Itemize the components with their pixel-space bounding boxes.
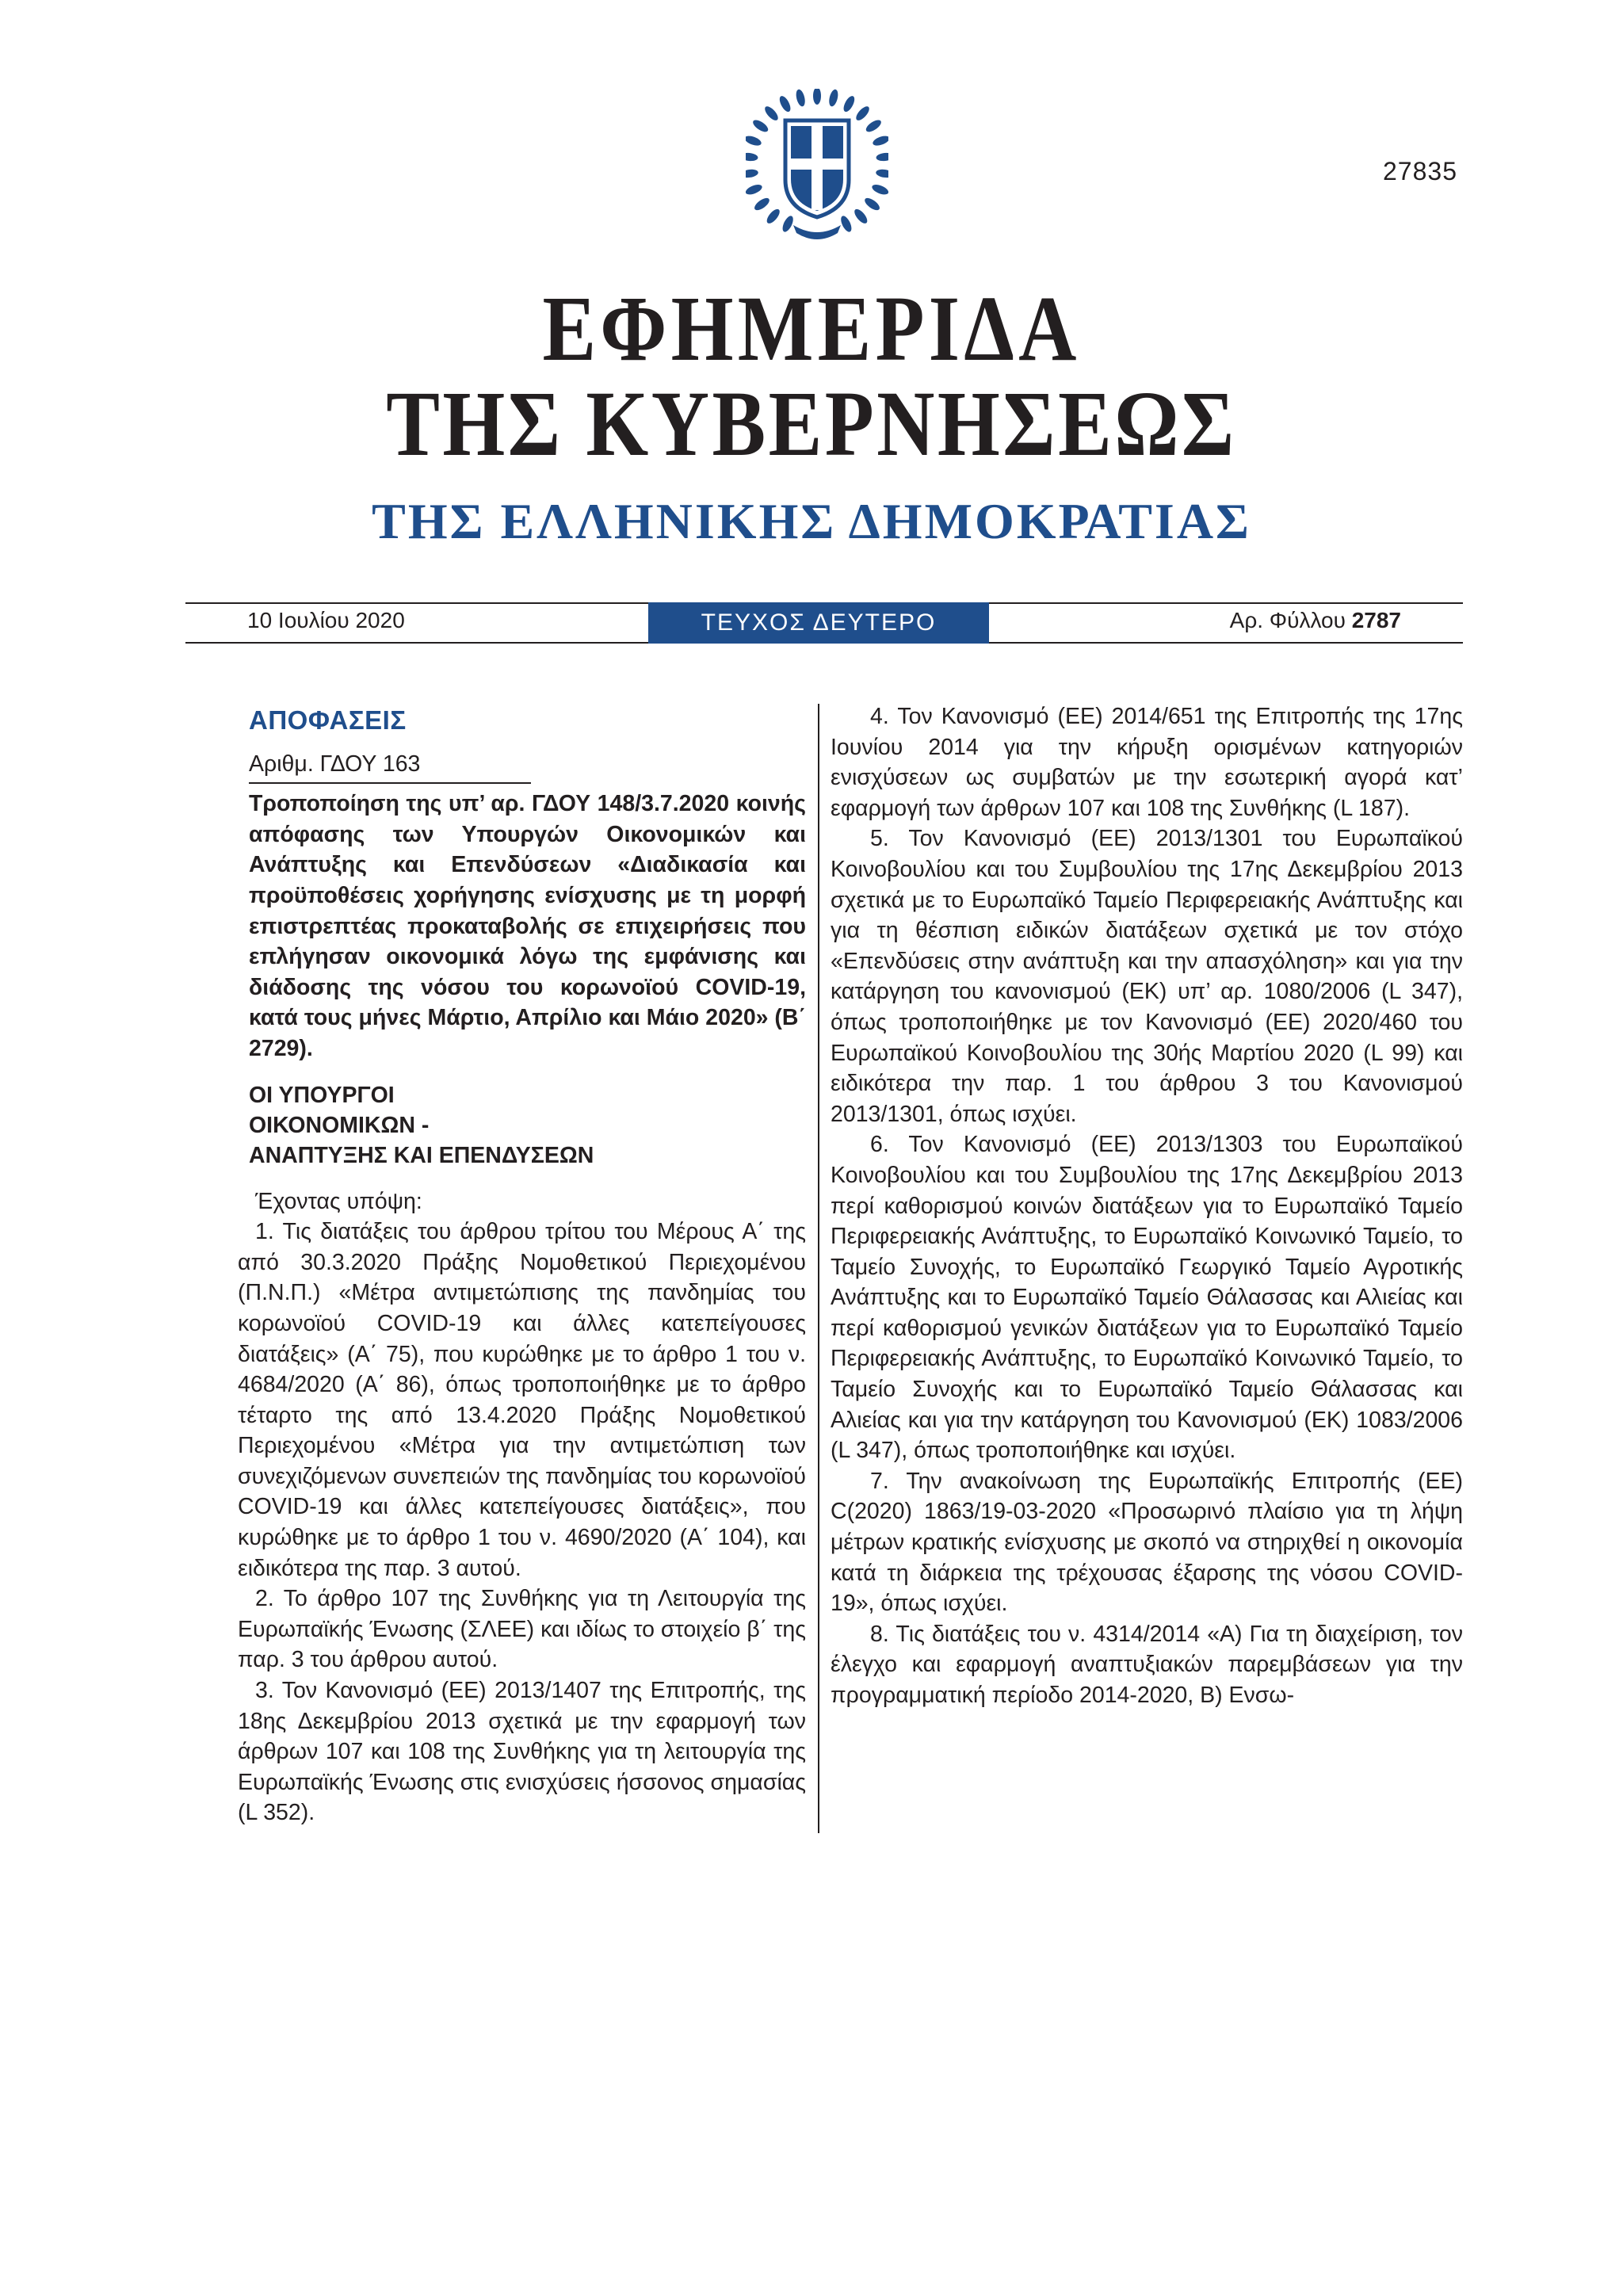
left-column — [238, 701, 806, 1828]
issue-series-badge: ΤΕΥΧΟΣ ΔΕΥΤΕΡΟ — [648, 602, 989, 644]
paragraph-1: 1. Τις διατάξεις του άρθρου τρίτου του Μέρους Α΄ της από 30.3.2020 Πράξης Νομοθετικού Περιεχομένου (Π.Ν.Π.) «Μέτρα αντιμετώπισης της πανδημίας του κορωνοϊού COVID-19 και άλλες κατεπείγουσες διατάξεις» (Α΄ 75), που κυρώθηκε με το άρθρο 1 του ν. 4684/2020 (Α΄ 86), όπως τροποποιήθηκε με το άρθρο τέταρτο της από 13.4.2020 Πράξης Νομοθετικού Περιεχομένου «Μέτρα για την αντιμετώπιση των συνεχιζόμενων συνεπειών της πανδημίας του κορωνοϊού COVID-19 και άλλες κατεπείγουσες διατάξεις», που κυρώθηκε με το άρθρο 1 του ν. 4690/2020 (Α΄ 104), και ειδικότερα της παρ. 3 αυτού. — [238, 1219, 806, 1581]
page-number: 27835 — [1383, 157, 1457, 185]
masthead-republic: ΤΗΣ ΕΛΛΗΝΙΚΗΣ ΔΗΜΟΚΡΑΤΙΑΣ — [372, 493, 1251, 549]
decision-title: Τροποποίηση της υπ’ αρ. ΓΔΟΥ 148/3.7.2020 κοινής απόφασης των Υπουργών Οικονομικών και Ανάπτυξης και Επενδύσεων «Διαδικασία και προϋποθέσεις χορήγησης ενίσχυσης με τη μορφή επιστρεπτέας προκαταβολής σε επιχειρήσεις που επλήγησαν οικονομικά λόγω της εμφάνισης και διάδοσης της νόσου του κορωνοϊού COVID-19, κατά τους μήνες Μάρτιο, Απρίλιο και Μάιο 2020» (Β΄ 2729). — [249, 791, 806, 1061]
ministers-line: ΟΙΚΟΝΟΜΙΚΩΝ - — [249, 1112, 430, 1138]
sheet-number: 2787 — [1351, 608, 1401, 632]
masthead-title: ΕΦΗΜΕΡΙΔΑ — [542, 277, 1081, 380]
ministers-line: ΑΝΑΠΤΥΞΗΣ ΚΑΙ ΕΠΕΝΔΥΣΕΩΝ — [249, 1142, 594, 1168]
issue-date: 10 Ιουλίου 2020 — [247, 608, 405, 632]
paragraph-8: 8. Τις διατάξεις του ν. 4314/2014 «Α) Για τη διαχείριση, τον έλεγχο και εφαρμογή αναπτυξιακών παρεμβάσεων για την προγραμματική περίοδο 2014-2020, Β) Ενσω- — [831, 1621, 1463, 1708]
right-column — [831, 701, 1463, 1711]
ministers-line: ΟΙ ΥΠΟΥΡΓΟΙ — [249, 1082, 395, 1108]
paragraph-4: 4. Τον Κανονισμό (ΕΕ) 2014/651 της Επιτροπής της 17ης Ιουνίου 2014 για την κήρυξη ορισμένων κατηγοριών ενισχύσεων ως συμβατών με την εσωτερική αγορά κατ’ εφαρμογή των άρθρων 107 και 108 της Συνθήκης (L 187). — [831, 704, 1463, 821]
paragraph-6: 6. Τον Κανονισμό (ΕΕ) 2013/1303 του Ευρωπαϊκού Κοινοβουλίου και του Συμβουλίου της 17ης Δεκεμβρίου 2013 περί καθορισμού κοινών διατάξεων για το Ευρωπαϊκό Ταμείο Περιφερειακής Ανάπτυξης, το Ευρωπαϊκό Κοινωνικό Ταμείο, το Ταμείο Συνοχής, το Ευρωπαϊκό Γεωργικό Ταμείο Αγροτικής Ανάπτυξης και το Ευρωπαϊκό Ταμείο Θάλασσας και Αλιείας και περί καθορισμού γενικών διατάξεων για το Ευρωπαϊκό Ταμείο Περιφερειακής Ανάπτυξης, το Ευρωπαϊκό Κοινωνικό Ταμείο, το Ταμείο Συνοχής και το Ευρωπαϊκό Ταμείο Θάλασσας και Αλιείας και για την κατάργηση του Κανονισμού (ΕΚ) 1083/2006 (L 347), όπως τροποποιήθηκε και ισχύει. — [831, 1132, 1463, 1464]
issue-bar — [185, 602, 1463, 644]
intro-text: Έχοντας υπόψη: — [255, 1188, 422, 1214]
coat-of-arms-emblem — [746, 89, 888, 247]
paragraph-7: 7. Την ανακοίνωση της Ευρωπαϊκής Επιτροπής (ΕΕ) C(2020) 1863/19-03-2020 «Προσωρινό πλαίσιο για τη λήψη μέτρων κρατικής ενίσχυσης με σκοπό να στηριχθεί η οικονομία κατά τη διάρκεια της τρέχουσας έξαρσης της νόσου COVID-19», όπως ισχύει. — [831, 1468, 1463, 1617]
section-heading: ΑΠΟΦΑΣΕΙΣ — [249, 705, 407, 735]
masthead-subtitle: ΤΗΣ ΚΥΒΕΡΝΗΣΕΩΣ — [386, 372, 1237, 476]
sheet-label: Αρ. Φύλλου — [1229, 608, 1346, 632]
paragraph-3: 3. Τον Κανονισμό (ΕΕ) 2013/1407 της Επιτροπής, της 18ης Δεκεμβρίου 2013 σχετικά με την εφαρμογή των άρθρων 107 και 108 της Συνθήκης για τη λειτουργία της Ευρωπαϊκής Ένωσης στις ενισχύσεις ήσσονος σημασίας (L 352). — [238, 1678, 806, 1826]
paragraph-5: 5. Τον Κανονισμό (ΕΕ) 2013/1301 του Ευρωπαϊκού Κοινοβουλίου και του Συμβουλίου της 17ης Δεκεμβρίου 2013 σχετικά με το Ευρωπαϊκό Ταμείο Περιφερειακής Ανάπτυξης και για τη θέσπιση ειδικών διατάξεων σχετικά με τον στόχο «Επενδύσεις στην ανάπτυξη και την απασχόληση» και για την κατάργηση του κανονισμού (ΕΚ) υπ’ αρ. 1080/2006 (L 347), όπως τροποποιήθηκε με τον Κανονισμό (ΕΕ) 2020/460 του Ευρωπαϊκού Κοινοβουλίου της 30ής Μαρτίου 2020 (L 99) και ειδικότερα την παρ. 1 του άρθρου 3 του Κανονισμού 2013/1301, όπως ισχύει. — [831, 826, 1463, 1127]
decision-number: Αριθμ. ΓΔΟΥ 163 — [249, 749, 531, 785]
paragraph-2: 2. Το άρθρο 107 της Συνθήκης για τη Λειτουργία της Ευρωπαϊκής Ένωσης (ΣΛΕΕ) και ιδίως το στοιχείο β΄ της παρ. 3 του άρθρου αυτού. — [238, 1586, 806, 1673]
column-divider — [818, 704, 819, 1833]
issue-sheet-number — [1230, 608, 1401, 633]
ministers-heading — [249, 1080, 806, 1171]
